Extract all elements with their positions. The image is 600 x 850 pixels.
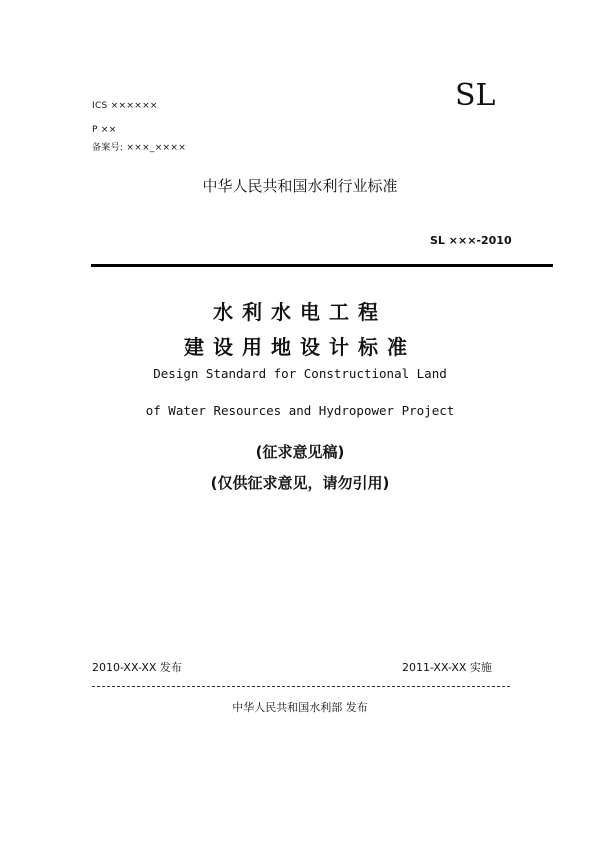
- effective-date: 2011-XX-XX 实施: [402, 661, 492, 674]
- header-rule: [91, 264, 553, 267]
- footer-divider: [92, 686, 510, 687]
- registration-number: 备案号: ×××_××××: [92, 143, 187, 153]
- standard-code-mark: SL: [455, 78, 496, 113]
- standard-number: SL ×××-2010: [430, 234, 512, 247]
- p-code: P ××: [92, 125, 117, 135]
- citation-note: (仅供征求意见，请勿引用): [210, 474, 390, 492]
- draft-status: (征求意见稿): [255, 443, 345, 461]
- issuing-category: 中华人民共和国水利行业标准: [202, 177, 398, 195]
- english-title-line-1: Design Standard for Constructional Land: [153, 366, 447, 381]
- publisher: 中华人民共和国水利部 发布: [232, 701, 368, 714]
- ics-code: ICS ××××××: [92, 101, 158, 111]
- issue-date: 2010-XX-XX 发布: [92, 661, 182, 674]
- title-line-2: 建设用地设计标准: [184, 335, 416, 359]
- title-line-1: 水利水电工程: [213, 300, 387, 324]
- english-title-line-2: of Water Resources and Hydropower Project: [145, 403, 455, 418]
